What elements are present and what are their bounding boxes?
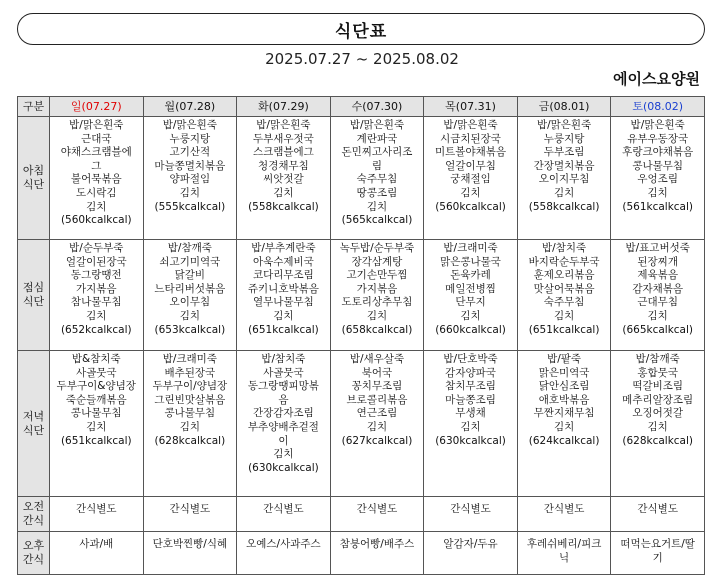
row-label-morning-snack: [18, 497, 50, 532]
menu-item: 밥/맑은흰죽: [256, 119, 311, 131]
menu-cell: [424, 240, 518, 351]
menu-item: 숙주무침: [356, 173, 398, 186]
menu-item: 간식별도: [637, 503, 678, 515]
row-label-line: 아침: [22, 164, 45, 177]
menu-item: (651kcalkcal): [248, 323, 319, 336]
corner-header: 구분: [18, 97, 50, 117]
menu-item: 얼갈이무침: [445, 159, 496, 172]
day-header-sun: 일(07.27): [50, 97, 144, 117]
menu-item: (630kcalkcal): [435, 434, 506, 447]
menu-item: (560kcalkcal): [435, 200, 506, 213]
menu-item: 메추리알장조림: [622, 393, 694, 406]
menu-cell: [611, 117, 705, 240]
menu-cell: [237, 532, 331, 575]
menu-item: 밥/팥죽: [547, 353, 582, 365]
menu-item: (658kcalkcal): [341, 323, 413, 336]
menu-item: 김치: [179, 420, 200, 433]
menu-item: 두부구이&양념장: [56, 380, 136, 393]
menu-item: 김치: [273, 186, 294, 199]
menu-cell: [611, 240, 705, 351]
menu-item: 맛살어묵볶음: [533, 282, 595, 295]
menu-item: 간식별도: [543, 503, 585, 515]
menu-item: 밥/참깨죽: [635, 353, 680, 365]
menu-cell: [50, 497, 144, 532]
menu-item: 후레쉬베리/피크: [526, 538, 602, 550]
menu-item: 쥬키니호박볶음: [247, 282, 319, 295]
menu-item: (628kcalkcal): [154, 434, 226, 447]
menu-item: 음: [278, 393, 289, 406]
menu-item: 밥/표고버섯죽: [625, 242, 690, 254]
menu-item: 마늘쫑멸치볶음: [154, 159, 226, 172]
menu-cell: [424, 532, 518, 575]
menu-item: (558kcalkcal): [248, 200, 319, 213]
menu-cell: [50, 117, 144, 240]
row-label-line: 식단: [22, 423, 45, 437]
menu-item: 닭갈비: [174, 269, 206, 282]
menu-item: 떠먹는요거트/딸: [620, 538, 695, 550]
menu-cell: [424, 497, 518, 532]
menu-item: 김치: [179, 186, 200, 199]
menu-item: 도토리상추무침: [341, 296, 413, 309]
menu-item: 후랑크야채볶음: [622, 146, 694, 159]
menu-item: 두부새우젓국: [252, 132, 314, 145]
menu-item: 떡갈비조림: [632, 380, 684, 393]
menu-item: 간장멸치볶음: [533, 159, 595, 172]
menu-cell: [611, 351, 705, 497]
menu-item: 밥/순두부죽: [69, 242, 124, 254]
menu-item: 맑은콩나물국: [440, 255, 501, 268]
row-label-breakfast: [18, 117, 50, 240]
meal-row-morning-snack: [18, 497, 705, 532]
menu-item: 김치: [647, 309, 668, 322]
menu-item: 림: [371, 159, 383, 172]
menu-item: 부추양배추겉절: [247, 420, 319, 433]
organization-name: 에이스요양원: [613, 70, 700, 88]
menu-item: 간식별도: [169, 503, 211, 515]
meal-row-dinner: [18, 351, 705, 497]
menu-item: 밥&참치죽: [71, 353, 121, 365]
menu-item: 밥/참깨죽: [167, 242, 212, 254]
menu-item: 김치: [647, 186, 668, 199]
menu-item: 간식별도: [450, 503, 491, 515]
menu-item: 느타리버섯볶음: [154, 282, 226, 295]
menu-item: 스크램블에그: [252, 146, 314, 159]
menu-cell: [517, 117, 611, 240]
menu-cell: [143, 351, 237, 497]
meal-row-lunch: [18, 240, 705, 351]
menu-item: 김치: [460, 186, 481, 199]
menu-item: 근대무침: [637, 296, 678, 309]
menu-item: 밥/맑은흰죽: [536, 119, 592, 131]
menu-item: (630kcalkcal): [248, 461, 319, 474]
menu-item: 홍합뭇국: [637, 366, 678, 379]
menu-item: 밥/크래미죽: [443, 242, 498, 254]
menu-item: (651kcalkcal): [60, 434, 132, 447]
menu-item: 누룽지탕: [169, 132, 211, 145]
row-label-dinner: [18, 351, 50, 497]
menu-item: 누룽지탕: [543, 132, 585, 145]
menu-item: 우엉조림: [637, 173, 678, 186]
menu-item: 얼갈이된장국: [65, 255, 127, 268]
menu-item: 연근조림: [356, 407, 398, 420]
menu-item: 김치: [86, 200, 107, 213]
menu-item: 꽁치무조림: [351, 380, 403, 393]
menu-cell: [330, 117, 424, 240]
menu-item: 북어국: [361, 366, 393, 379]
row-label-line: 점심: [22, 281, 45, 294]
menu-item: 돈민찌고사리조: [341, 146, 413, 159]
menu-item: 무생채: [455, 407, 486, 420]
menu-cell: [517, 497, 611, 532]
menu-item: 김치: [460, 309, 481, 322]
row-label-lunch: [18, 240, 50, 351]
menu-item: 김치: [647, 420, 668, 433]
menu-cell: [143, 532, 237, 575]
menu-item: 밥/새우살죽: [349, 353, 405, 365]
menu-item: 사과/배: [79, 538, 114, 550]
row-label-line: 간식: [22, 514, 45, 527]
menu-item: 배추된장국: [164, 366, 216, 379]
menu-item: 코다리무조림: [252, 269, 314, 282]
menu-item: 밥/참치죽: [261, 353, 306, 365]
menu-item: 콩나물무침: [70, 407, 122, 420]
menu-cell: [517, 351, 611, 497]
menu-item: (560kcalkcal): [60, 214, 132, 227]
menu-item: 가지볶음: [356, 282, 398, 295]
menu-item: (653kcalkcal): [154, 323, 226, 336]
menu-item: 유부우동장국: [627, 132, 689, 145]
menu-item: 메일전병찜: [445, 282, 496, 295]
menu-item: 청경채무침: [258, 159, 309, 172]
row-label-line: 식단: [22, 295, 45, 308]
menu-item: 김치: [553, 186, 575, 199]
menu-cell: [143, 117, 237, 240]
row-label-afternoon-snack: [18, 532, 50, 575]
meal-row-breakfast: [18, 117, 705, 240]
menu-cell: [517, 532, 611, 575]
menu-item: 궁채절임: [450, 173, 491, 186]
menu-item: (651kcalkcal): [528, 323, 600, 336]
menu-item: 두부구이/양념장: [152, 380, 228, 393]
menu-item: 애호박볶음: [538, 393, 590, 406]
menu-item: 기: [652, 551, 663, 564]
menu-item: 김치: [86, 309, 107, 322]
day-header-fri: 금(08.01): [517, 97, 611, 117]
menu-item: 불어묵볶음: [70, 173, 122, 186]
menu-item: 간식별도: [356, 503, 398, 515]
menu-item: (565kcalkcal): [341, 214, 413, 227]
menu-item: 아욱수제비국: [252, 255, 314, 268]
menu-cell: [330, 532, 424, 575]
menu-item: 이: [278, 434, 289, 447]
menu-item: 오이지무침: [538, 173, 590, 186]
menu-cell: [50, 532, 144, 575]
menu-cell: [330, 240, 424, 351]
menu-item: (665kcalkcal): [622, 323, 694, 336]
menu-item: 열무나물무침: [252, 296, 314, 309]
menu-item: 간장감자조림: [252, 407, 314, 420]
meal-table: [17, 96, 705, 575]
menu-item: 간식별도: [263, 503, 304, 515]
menu-item: 밥/맑은흰죽: [443, 119, 498, 131]
menu-item: 오이무침: [169, 296, 211, 309]
meal-row-afternoon-snack: [18, 532, 705, 575]
menu-cell: [424, 117, 518, 240]
menu-item: 죽순들깨볶음: [65, 393, 127, 406]
menu-item: 김치: [553, 420, 575, 433]
menu-item: 알감자/두유: [443, 538, 498, 550]
menu-item: 무짠지채무침: [533, 407, 595, 420]
menu-item: 훈제오리볶음: [533, 269, 595, 282]
page-title: 식단표: [334, 21, 388, 42]
menu-item: 밥/맑은흰죽: [630, 119, 685, 131]
menu-cell: [143, 497, 237, 532]
menu-item: 바지락순두부국: [528, 255, 600, 268]
menu-item: 사골뭇국: [75, 366, 117, 379]
row-label-line: 오전: [22, 500, 45, 513]
menu-item: 두부조림: [543, 146, 585, 159]
menu-cell: [237, 117, 331, 240]
menu-item: 땅콩조림: [356, 186, 398, 199]
menu-item: 시금치된장국: [440, 132, 501, 145]
menu-item: 근대국: [81, 132, 112, 145]
menu-item: 감자양파국: [445, 366, 496, 379]
menu-item: 감자채볶음: [632, 282, 684, 295]
menu-item: 간식별도: [75, 503, 117, 515]
menu-item: 된장찌개: [637, 255, 678, 268]
menu-item: (652kcalkcal): [60, 323, 132, 336]
menu-item: 고기산적: [169, 146, 211, 159]
menu-item: (627kcalkcal): [341, 434, 413, 447]
menu-item: 김치: [86, 420, 107, 433]
menu-item: 제육볶음: [637, 269, 678, 282]
menu-item: 마늘쫑조림: [445, 393, 496, 406]
menu-item: 미트볼야채볶음: [435, 146, 507, 159]
menu-cell: [330, 351, 424, 497]
menu-cell: [50, 351, 144, 497]
menu-item: 맑은미역국: [538, 366, 590, 379]
menu-item: 동그랑땡피망볶: [247, 380, 319, 393]
menu-item: 김치: [179, 309, 200, 322]
menu-item: 콩나물무침: [164, 407, 216, 420]
day-header-tue: 화(07.29): [237, 97, 331, 117]
menu-item: (561kcalkcal): [622, 200, 694, 213]
menu-item: 녹두밥/순두부죽: [339, 242, 415, 254]
menu-cell: [424, 351, 518, 497]
day-header-mon: 월(07.28): [143, 97, 237, 117]
menu-item: 브로콜리볶음: [346, 393, 408, 406]
menu-item: 김치: [366, 200, 388, 213]
menu-item: (628kcalkcal): [622, 434, 694, 447]
menu-item: 동그랑땡전: [70, 269, 122, 282]
menu-cell: [237, 497, 331, 532]
menu-item: 계란파국: [356, 132, 398, 145]
menu-item: 밥/참치죽: [542, 242, 587, 254]
menu-item: (558kcalkcal): [528, 200, 600, 213]
menu-item: 가지볶음: [75, 282, 117, 295]
menu-cell: [330, 497, 424, 532]
menu-cell: [611, 532, 705, 575]
menu-cell: [50, 240, 144, 351]
row-label-line: 오후: [22, 539, 45, 552]
menu-item: 단무지: [455, 296, 486, 309]
menu-item: 그린빈맛살볶음: [154, 393, 226, 406]
menu-cell: [143, 240, 237, 351]
menu-item: 장각삼계탕: [351, 255, 403, 268]
menu-item: (624kcalkcal): [528, 434, 600, 447]
menu-item: 사골뭇국: [263, 366, 304, 379]
menu-item: 콩나물무침: [632, 159, 684, 172]
menu-item: 김치: [273, 309, 294, 322]
menu-item: (660kcalkcal): [435, 323, 506, 336]
menu-item: 오징어젓갈: [632, 407, 684, 420]
menu-item: 김치: [273, 448, 294, 461]
menu-item: 참치무조림: [445, 380, 496, 393]
menu-item: 밥/단호박죽: [443, 353, 498, 365]
menu-item: 밥/맑은흰죽: [69, 119, 124, 131]
menu-cell: [237, 351, 331, 497]
row-label-line: 저녁: [22, 409, 45, 423]
title-banner: [17, 13, 705, 45]
menu-item: 김치: [553, 309, 575, 322]
menu-item: 김치: [366, 420, 388, 433]
menu-cell: [517, 240, 611, 351]
day-header-sat: 토(08.02): [611, 97, 705, 117]
menu-item: 돈육카레: [450, 269, 491, 282]
menu-item: 참나물무침: [70, 296, 122, 309]
menu-item: 밥/맑은흰죽: [162, 119, 217, 131]
menu-item: 단호박찐빵/식혜: [152, 538, 228, 550]
menu-item: 밥/맑은흰죽: [349, 119, 405, 131]
row-label-line: 간식: [22, 553, 45, 566]
menu-item: 참붕어빵/배주스: [339, 538, 415, 550]
day-header-thu: 목(07.31): [424, 97, 518, 117]
menu-item: 닭안심조림: [538, 380, 590, 393]
menu-item: 그: [91, 159, 102, 172]
menu-item: 김치: [366, 309, 388, 322]
menu-item: 쇠고기미역국: [159, 255, 221, 268]
menu-cell: [611, 497, 705, 532]
menu-item: 야채스크램블에: [60, 146, 132, 159]
menu-item: 오예스/사과주스: [246, 538, 321, 550]
menu-item: 양파절임: [169, 173, 211, 186]
menu-item: 고기손만두찜: [346, 269, 408, 282]
menu-item: 도시락김: [75, 186, 117, 199]
menu-item: 숙주무침: [543, 296, 585, 309]
menu-item: 밥/부추계란죽: [251, 242, 316, 254]
header-row: [18, 97, 705, 117]
menu-cell: [237, 240, 331, 351]
menu-item: 씨앗젓갈: [263, 173, 304, 186]
date-range: 2025.07.27 ~ 2025.08.02: [265, 50, 459, 68]
menu-item: 밥/크래미죽: [162, 353, 217, 365]
menu-item: 닉: [559, 551, 570, 564]
row-label-line: 식단: [22, 178, 45, 191]
day-header-wed: 수(07.30): [330, 97, 424, 117]
menu-item: (555kcalkcal): [154, 200, 226, 213]
menu-item: 김치: [460, 420, 481, 433]
